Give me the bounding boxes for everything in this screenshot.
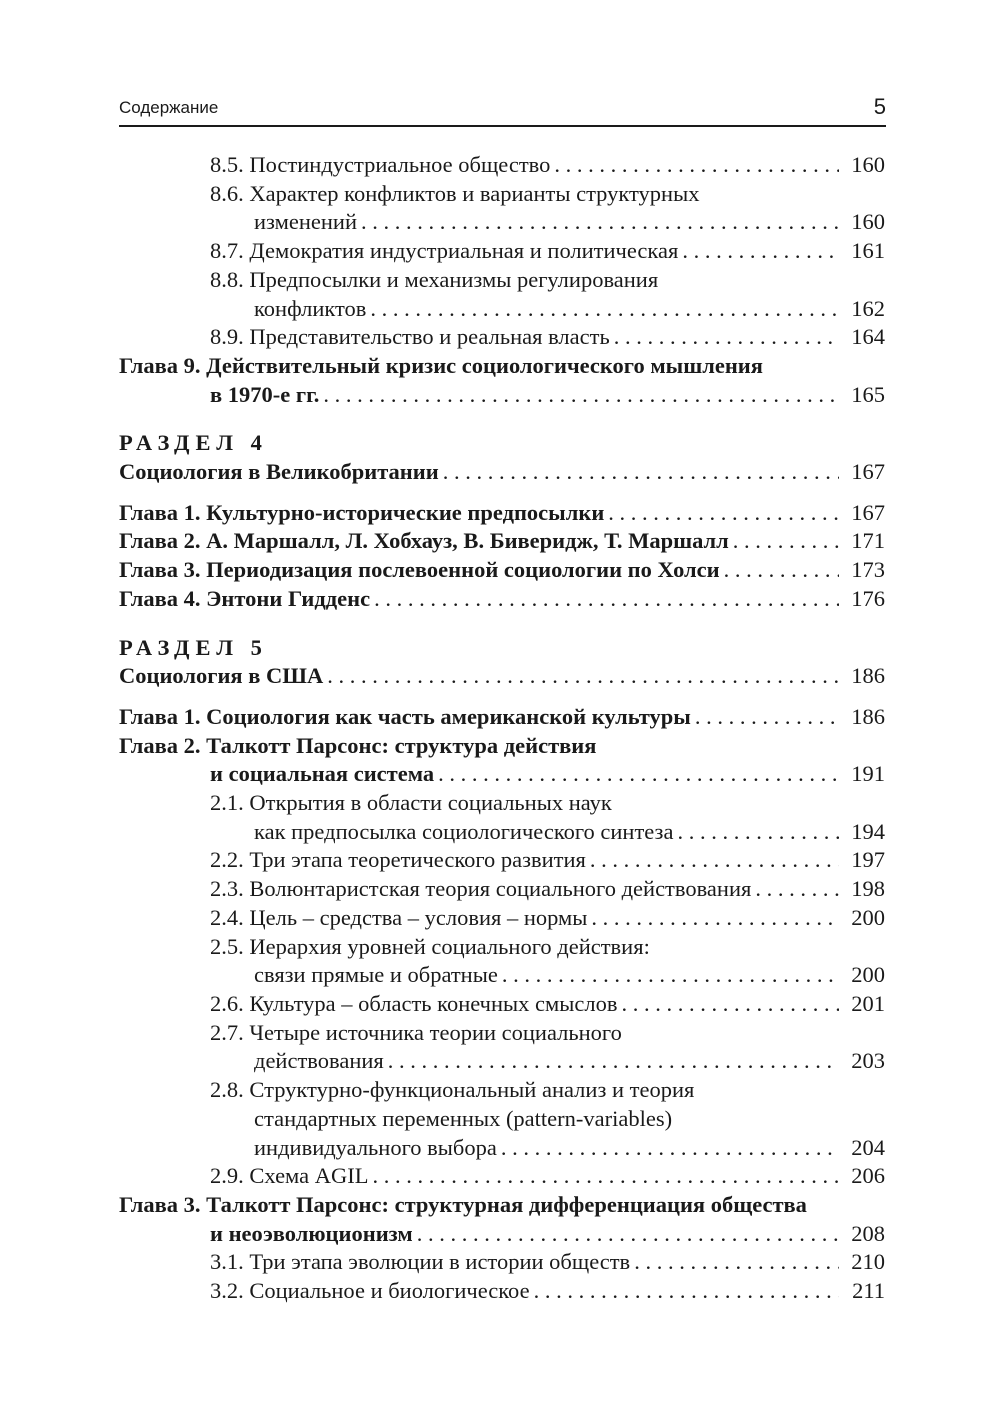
toc-entry[interactable] xyxy=(119,1248,885,1277)
toc-entry-title: 8.8. Предпосылки и механизмы регулирования xyxy=(210,266,659,292)
toc-entry-title: стандартных переменных (pattern-variables) xyxy=(254,1105,673,1131)
toc-entry-title: действования xyxy=(254,1048,384,1074)
dot-leader xyxy=(724,556,839,585)
toc-entry[interactable] xyxy=(119,352,885,409)
toc-entry-title: Социология в США xyxy=(119,663,324,689)
section-heading: РАЗДЕЛ 5 xyxy=(119,634,268,660)
toc-entry[interactable] xyxy=(119,556,885,585)
toc-page-number: 167 xyxy=(851,499,885,525)
toc-entry-title: 8.9. Представительство и реальная власть xyxy=(210,324,610,350)
toc-entry[interactable] xyxy=(119,1019,885,1076)
toc-entry-title: и социальная система xyxy=(210,761,435,787)
toc-entry[interactable] xyxy=(119,237,885,266)
dot-leader xyxy=(634,1248,839,1277)
toc-page-number: 176 xyxy=(851,585,885,611)
toc-entry[interactable] xyxy=(119,585,885,614)
section-heading: РАЗДЕЛ 4 xyxy=(119,430,268,456)
toc-entry[interactable] xyxy=(119,904,885,933)
dot-leader xyxy=(374,585,839,614)
toc-entry-title: Глава 2. Талкотт Парсонс: структура действия xyxy=(119,732,597,758)
toc-gap xyxy=(119,691,885,703)
toc-entry[interactable] xyxy=(119,1162,885,1191)
toc-entry-title: и неоэволюционизм xyxy=(210,1220,413,1246)
toc-entry-title: в 1970-е гг. xyxy=(210,381,320,407)
toc-entry-title: 2.3. Волюнтаристская теория социального действования xyxy=(210,876,752,902)
toc-gap xyxy=(119,487,885,499)
running-head xyxy=(119,95,886,127)
dot-leader xyxy=(682,237,839,266)
toc-entry-title: Глава 1. Социология как часть американской культуры xyxy=(119,703,691,729)
toc-entry[interactable] xyxy=(119,151,885,180)
toc-entry-title: 2.1. Открытия в области социальных наук xyxy=(210,790,612,816)
dot-leader xyxy=(502,961,839,990)
dot-leader xyxy=(621,990,839,1019)
dot-leader xyxy=(501,1134,839,1163)
toc-entry[interactable] xyxy=(119,323,885,352)
toc-entry[interactable] xyxy=(119,875,885,904)
toc-page-number: 203 xyxy=(851,1048,885,1074)
dot-leader xyxy=(695,703,839,732)
toc-page-number: 204 xyxy=(851,1134,885,1160)
toc-page-number: 200 xyxy=(851,962,885,988)
toc-entry-title: связи прямые и обратные xyxy=(254,962,498,988)
page-number: 5 xyxy=(873,94,886,119)
toc-page-number: 206 xyxy=(851,1163,885,1189)
dot-leader xyxy=(554,151,839,180)
toc-entry-title: Социология в Великобритании xyxy=(119,459,439,485)
toc-entry[interactable] xyxy=(119,990,885,1019)
dot-leader xyxy=(373,1162,840,1191)
toc-page-number: 201 xyxy=(851,990,885,1016)
toc-entry-title: 8.7. Демократия индустриальная и политическая xyxy=(210,238,679,264)
toc-page-number: 160 xyxy=(851,152,885,177)
toc-entry[interactable] xyxy=(119,180,885,237)
toc-page-number: 164 xyxy=(851,324,885,350)
toc-page-number: 198 xyxy=(851,876,885,902)
toc-entry[interactable] xyxy=(119,703,885,732)
dot-leader xyxy=(733,527,839,556)
toc-entry[interactable] xyxy=(119,499,885,528)
toc-entry-title: 3.2. Социальное и биологическое xyxy=(210,1278,530,1304)
toc-entry[interactable] xyxy=(119,933,885,990)
toc-entry-title: Глава 1. Культурно-исторические предпосылки xyxy=(119,499,605,525)
dot-leader xyxy=(677,818,839,847)
toc-entry-title: 8.5. Постиндустриальное общество xyxy=(210,152,551,177)
toc-entry[interactable] xyxy=(119,266,885,323)
toc-page-number: 171 xyxy=(851,528,885,554)
toc-page-number: 162 xyxy=(851,295,885,321)
toc-entry[interactable] xyxy=(119,458,885,487)
toc-entry[interactable] xyxy=(119,527,885,556)
toc-entry[interactable] xyxy=(119,789,885,846)
toc-page-number: 186 xyxy=(851,703,885,729)
toc-entry[interactable] xyxy=(119,1191,885,1248)
toc-entry-title: Глава 3. Талкотт Парсонс: структурная дифференциация общества xyxy=(119,1191,807,1217)
dot-leader xyxy=(534,1277,839,1306)
dot-leader xyxy=(608,499,839,528)
toc-entry-title: 3.1. Три этапа эволюции в истории обществ xyxy=(210,1249,631,1275)
toc-entry-title: Глава 2. А. Маршалл, Л. Хобхауз, В. Биверидж, Т. Маршалл xyxy=(119,528,729,554)
toc-entry-title: 2.2. Три этапа теоретического развития xyxy=(210,847,586,873)
toc-page-number: 211 xyxy=(852,1278,885,1304)
toc-entry[interactable] xyxy=(119,1277,885,1306)
dot-leader xyxy=(327,662,839,691)
toc-entry[interactable] xyxy=(119,1076,885,1162)
dot-leader xyxy=(590,846,839,875)
running-head-title: Содержание xyxy=(119,98,219,117)
toc-entry-title: изменений xyxy=(254,209,357,235)
toc-entry-title: Глава 3. Периодизация послевоенной социологии по Холси xyxy=(119,557,720,583)
toc-entry-title: как предпосылка социологического синтеза xyxy=(254,818,674,844)
toc-page-number: 210 xyxy=(851,1249,885,1275)
toc-page-number: 173 xyxy=(851,557,885,583)
toc-entry-title: Глава 4. Энтони Гидденс xyxy=(119,585,371,611)
toc-entry-title: индивидуального выбора xyxy=(254,1134,497,1160)
toc-entry-title: 2.4. Цель – средства – условия – нормы xyxy=(210,904,588,930)
dot-leader xyxy=(755,875,839,904)
toc-entry-title: 2.7. Четыре источника теории социального xyxy=(210,1019,622,1045)
dot-leader xyxy=(614,323,839,352)
dot-leader xyxy=(591,904,839,933)
toc-page-number: 194 xyxy=(851,818,885,844)
toc-page-number: 191 xyxy=(851,761,885,787)
toc-entry-title: 2.5. Иерархия уровней социального действия: xyxy=(210,933,650,959)
toc-entry-title: Глава 9. Действительный кризис социологического мышления xyxy=(119,352,763,378)
toc-page-number: 165 xyxy=(851,381,885,407)
dot-leader xyxy=(361,208,839,237)
dot-leader xyxy=(388,1047,839,1076)
toc-entry[interactable] xyxy=(119,732,885,789)
toc-page-number: 160 xyxy=(851,209,885,235)
toc-page-number: 161 xyxy=(851,238,885,264)
dot-leader xyxy=(438,760,839,789)
dot-leader xyxy=(417,1220,839,1249)
toc-page-number: 186 xyxy=(851,663,885,689)
dot-leader xyxy=(370,295,839,324)
toc-entry-title: 8.6. Характер конфликтов и варианты структурных xyxy=(210,180,700,206)
toc-entry[interactable] xyxy=(119,846,885,875)
toc-page-number: 200 xyxy=(851,904,885,930)
dot-leader xyxy=(443,458,839,487)
toc-page-number: 197 xyxy=(851,847,885,873)
dot-leader xyxy=(323,381,839,410)
toc-entry-title: 2.6. Культура – область конечных смыслов xyxy=(210,990,618,1016)
toc-entry-title: 2.8. Структурно-функциональный анализ и теория xyxy=(210,1077,695,1103)
toc-page-number: 208 xyxy=(851,1220,885,1246)
toc-entry-title: 2.9. Схема AGIL xyxy=(210,1163,369,1189)
table-of-contents xyxy=(119,151,885,1306)
toc-page-number: 167 xyxy=(851,459,885,485)
toc-entry[interactable] xyxy=(119,662,885,691)
toc-entry-title: конфликтов xyxy=(254,295,367,321)
